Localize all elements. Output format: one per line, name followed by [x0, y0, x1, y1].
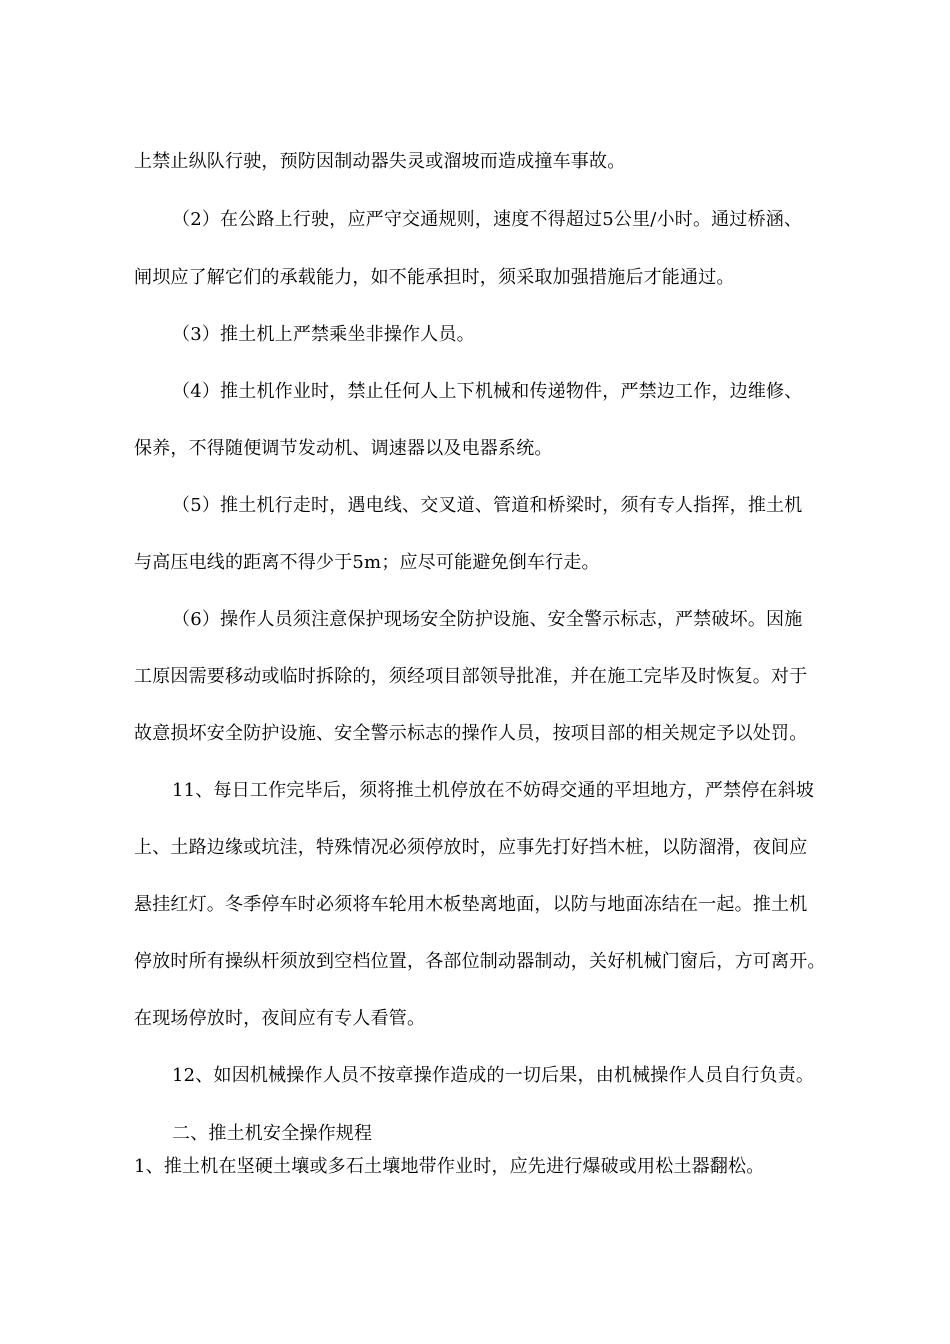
text-line: 11、每日工作完毕后，须将推土机停放在不妨碍交通的平坦地方，严禁停在斜坡 — [172, 780, 815, 801]
text-line: 上禁止纵队行驶，预防因制动器失灵或溜坡而造成撞车事故。 — [134, 151, 626, 172]
text-line: （5）推土机行走时，遇电线、交叉道、管道和桥梁时，须有专人指挥，推土机 — [172, 495, 803, 516]
section-heading: 二、推土机安全操作规程 — [172, 1123, 373, 1144]
text-line: 保养，不得随便调节发动机、调速器以及电器系统。 — [134, 438, 553, 459]
text-line: 12、如因机械操作人员不按章操作造成的一切后果，由机械操作人员自行负责。 — [172, 1065, 815, 1086]
text-line: 上、土路边缘或坑洼，特殊情况必须停放时，应事先打好挡木桩，以防溜滑，夜间应 — [134, 837, 808, 858]
text-line: 悬挂红灯。冬季停车时必须将车轮用木板垫离地面，以防与地面冻结在一起。推土机 — [134, 894, 808, 915]
text-line: 在现场停放时，夜间应有专人看管。 — [134, 1008, 426, 1029]
text-line: 闸坝应了解它们的承载能力，如不能承担时，须采取加强措施后才能通过。 — [134, 267, 735, 288]
text-line: 与高压电线的距离不得少于5m；应尽可能避免倒车行走。 — [134, 552, 600, 573]
text-line: 1、推土机在坚硬土壤或多石土壤地带作业时，应先进行爆破或用松土器翻松。 — [134, 1156, 765, 1177]
text-line: （2）在公路上行驶，应严守交通规则，速度不得超过5公里/小时。通过桥涵、 — [172, 209, 803, 230]
text-line: （4）推土机作业时，禁止任何人上下机械和传递物件，严禁边工作，边维修、 — [172, 381, 803, 402]
text-line: （3）推土机上严禁乘坐非操作人员。 — [172, 324, 475, 345]
text-line: 故意损坏安全防护设施、安全警示标志的操作人员，按项目部的相关规定予以处罚。 — [134, 723, 808, 744]
text-line: 工原因需要移动或临时拆除的，须经项目部领导批准，并在施工完毕及时恢复。对于 — [134, 666, 808, 687]
text-line: （6）操作人员须注意保护现场安全防护设施、安全警示标志，严禁破坏。因施 — [172, 609, 803, 630]
text-line: 停放时所有操纵杆须放到空档位置，各部位制动器制动，关好机械门窗后，方可离开。 — [134, 951, 826, 972]
